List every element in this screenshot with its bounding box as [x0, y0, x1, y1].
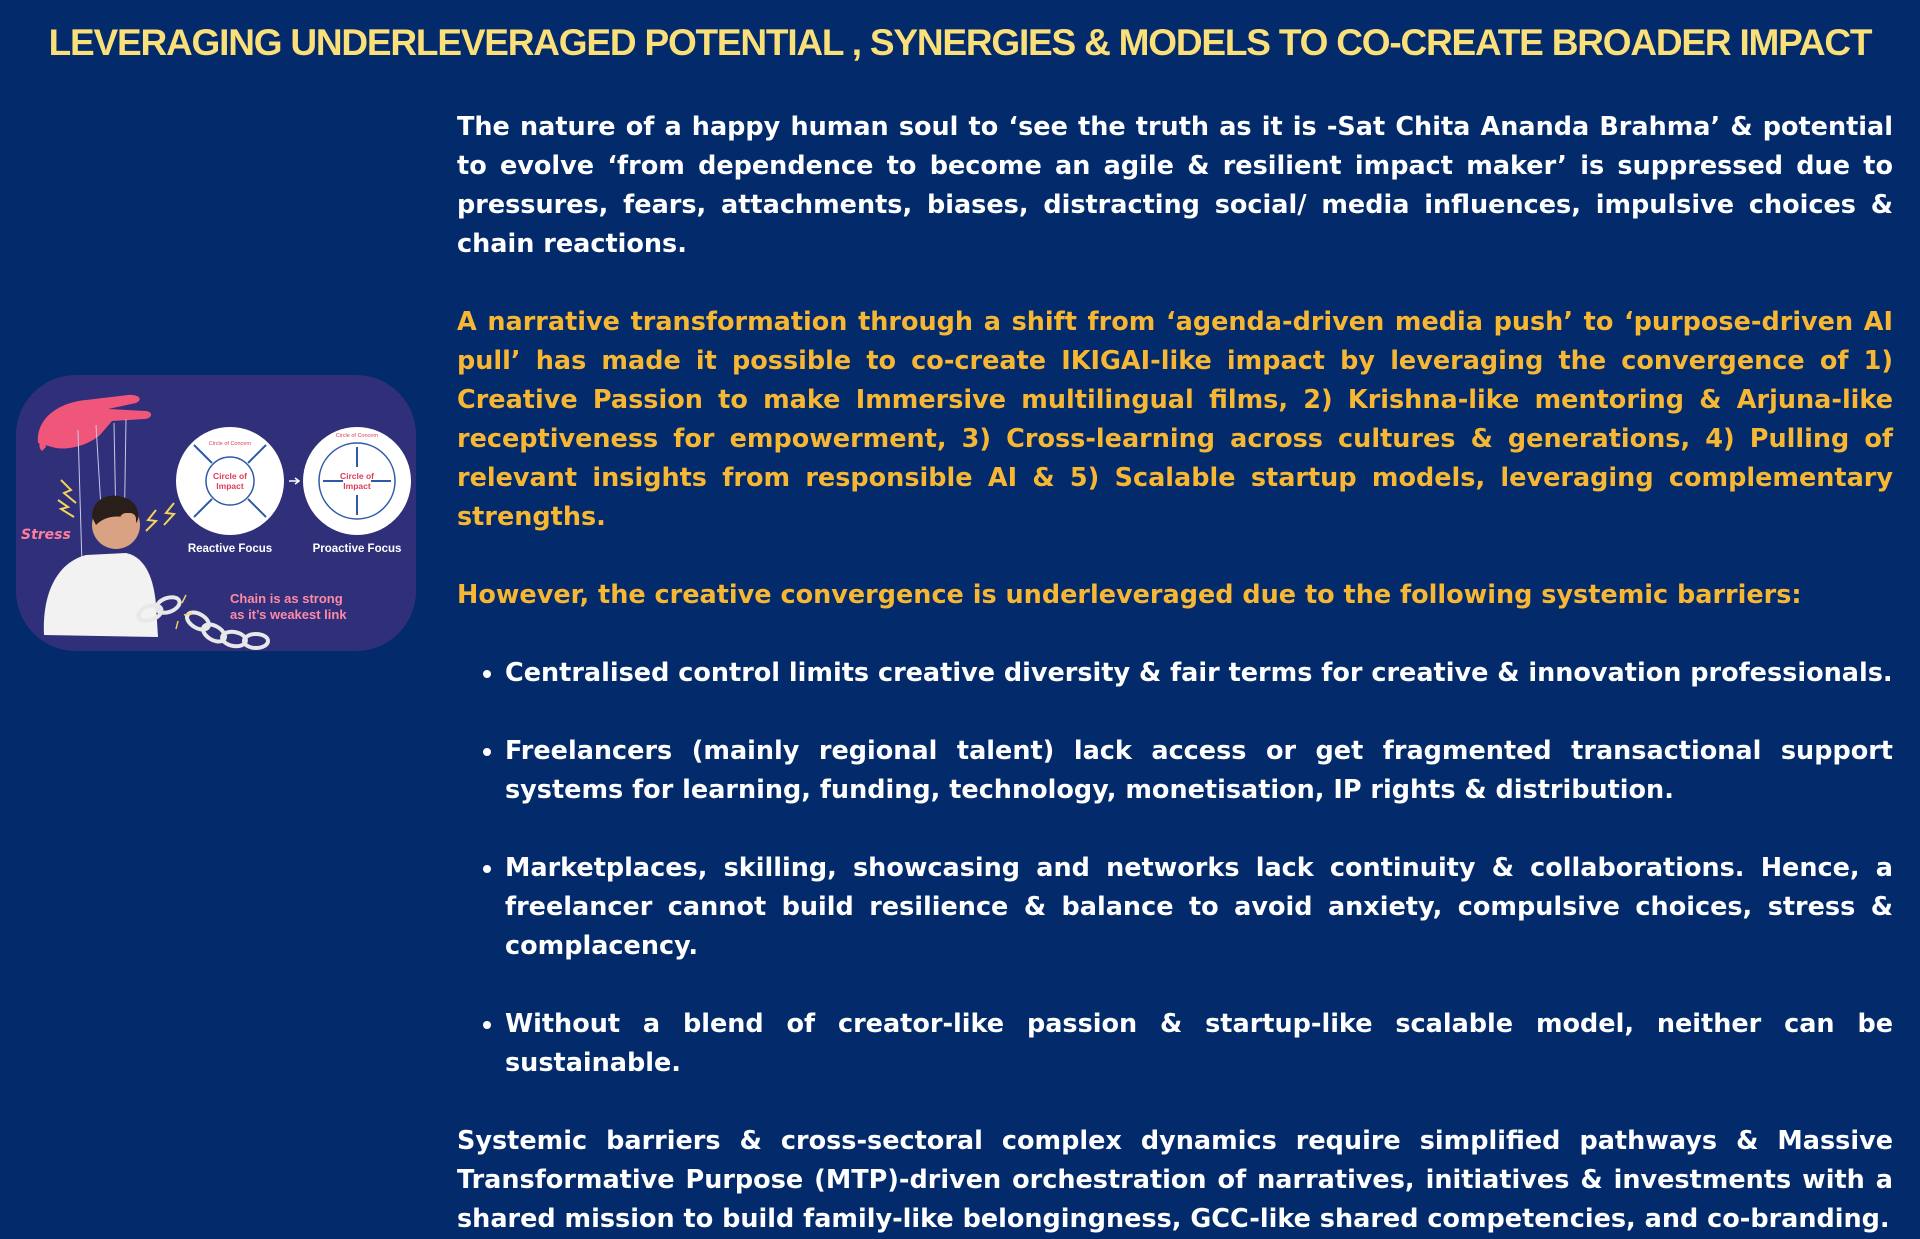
proactive-focus-caption: Proactive Focus [312, 543, 402, 555]
chain-caption-line2: as it’s weakest link [230, 607, 347, 622]
intro-paragraph: The nature of a happy human soul to ‘see the truth as it is -Sat Chita Ananda Brahma’ & potential to evolve ‘from dependence to become an agile & resilient impact maker’ is suppressed due to pressures, fears, attachments, biases, distracting social/ media influences, impulsive choices & chain reactions. [457, 112, 1893, 259]
chain-caption [230, 591, 360, 623]
stress-label: Stress [21, 527, 71, 543]
page-title: LEVERAGING UNDERLEVERAGED POTENTIAL , SYNERGIES & MODELS TO CO-CREATE BROADER IMPACT [48, 22, 1872, 63]
barriers-intro-paragraph: However, the creative convergence is underleveraged due to the following systemic barriers: [457, 580, 1802, 610]
conclusion-paragraph: Systemic barriers & cross-sectoral complex dynamics require simplified pathways & Massive Transformative Purpose (MTP)-driven orchestration of narratives, initiatives & investments with a shared mission to build family-like belongingness, GCC-like shared competencies, and co-branding. [457, 1126, 1893, 1234]
main-content [457, 108, 1893, 1239]
barriers-list [457, 654, 1893, 1083]
illustration-panel [16, 375, 416, 651]
transformation-paragraph: A narrative transformation through a shift from ‘agenda-driven media push’ to ‘purpose-driven AI pull’ has made it possible to co-create IKIGAI-like impact by leveraging the convergence of 1) Creative Passion to make Immersive multilingual films, 2) Krishna-like mentoring & Arjuna-like receptiveness for empowerment, 3) Cross-learning across cultures & generations, 4) Pulling of relevant insights from responsible AI & 5) Scalable startup models, leveraging complementary strengths. [457, 307, 1893, 532]
barrier-item: • Freelancers (mainly regional talent) lack access or get fragmented transactional support systems for learning, funding, technology, monetisation, IP rights & distribution. [505, 732, 1893, 810]
barrier-item: • Centralised control limits creative diversity & fair terms for creative & innovation professionals. [505, 654, 1893, 693]
proactive-outer-label: Circle of Concern [335, 433, 379, 439]
chain-caption-line1: Chain is as strong [230, 591, 343, 606]
barrier-item: • Without a blend of creator-like passion & startup-like scalable model, neither can be sustainable. [505, 1005, 1893, 1083]
reactive-focus-caption: Reactive Focus [187, 543, 273, 555]
barrier-item: • Marketplaces, skilling, showcasing and networks lack continuity & collaborations. Hence, a freelancer cannot build resilience & balance to avoid anxiety, compulsive choices, stress & complacency. [505, 849, 1893, 966]
proactive-inner-label: Circle of Impact [339, 471, 374, 491]
reactive-inner-label: Circle of Impact [212, 471, 247, 491]
reactive-outer-label: Circle of Concern [208, 441, 252, 447]
